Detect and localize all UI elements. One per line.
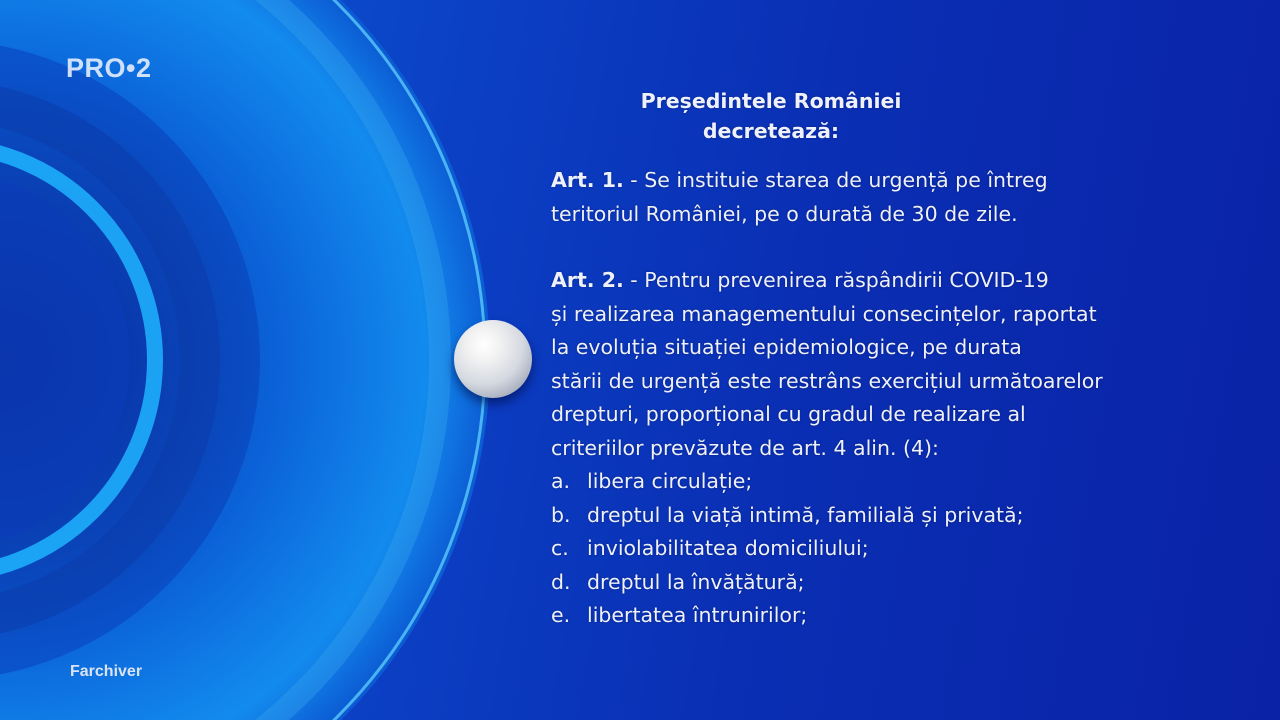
pearl-bullet-decoration [454,320,532,398]
article-2-line2: și realizarea managementului consecințelor, raportat [551,301,1097,326]
list-item [551,599,1251,633]
decree-heading [551,86,991,146]
list-item-letter: b. [551,502,571,527]
channel-logo: PRO•2 [66,53,152,83]
decree-text-block [551,86,1251,633]
article-2-line4: stării de urgență este restrâns exercițiul următoarelor [551,368,1103,393]
list-item-letter: c. [551,536,569,560]
article-2-line3: la evoluția situației epidemiologice, pe durata [551,335,1022,359]
article-2 [551,264,1251,633]
list-item [551,532,1251,566]
article-2-line1 [551,264,1251,298]
article-1-line2: teritoriul României, pe o durată de 30 de zile. [551,201,1018,226]
list-item-text: libertatea întrunirilor; [587,603,808,627]
article-2-text1: - Pentru prevenirea răspândirii COVID-19 [623,268,1049,292]
list-item-letter: e. [551,603,571,627]
list-item-letter: a. [551,469,571,493]
list-item-text: inviolabilitatea domiciliului; [587,536,869,560]
archiver-watermark: Farchiver [70,663,143,680]
decree-heading-line1: Președintele României [640,89,902,113]
article-2-line6: criteriilor prevăzute de art. 4 alin. (4): [551,435,939,460]
list-item-text: dreptul la viață intimă, familială și privată; [587,502,1024,527]
decree-heading-line2: decretează: [702,119,840,143]
list-item-text: libera circulație; [587,469,753,493]
list-item-letter: d. [551,569,571,594]
article-1-line1 [551,164,1251,198]
list-item [551,465,1251,499]
article-2-line5: drepturi, proporțional cu gradul de realizare al [551,402,1026,426]
list-item [551,499,1251,533]
article-1-label: Art. 1. [551,168,624,192]
article-2-label: Art. 2. [551,268,624,292]
article-1 [551,164,1251,231]
list-item-text: dreptul la învățătură; [587,569,805,594]
article-1-text1: - Se instituie starea de urgență pe întreg [623,168,1048,192]
list-item [551,566,1251,600]
